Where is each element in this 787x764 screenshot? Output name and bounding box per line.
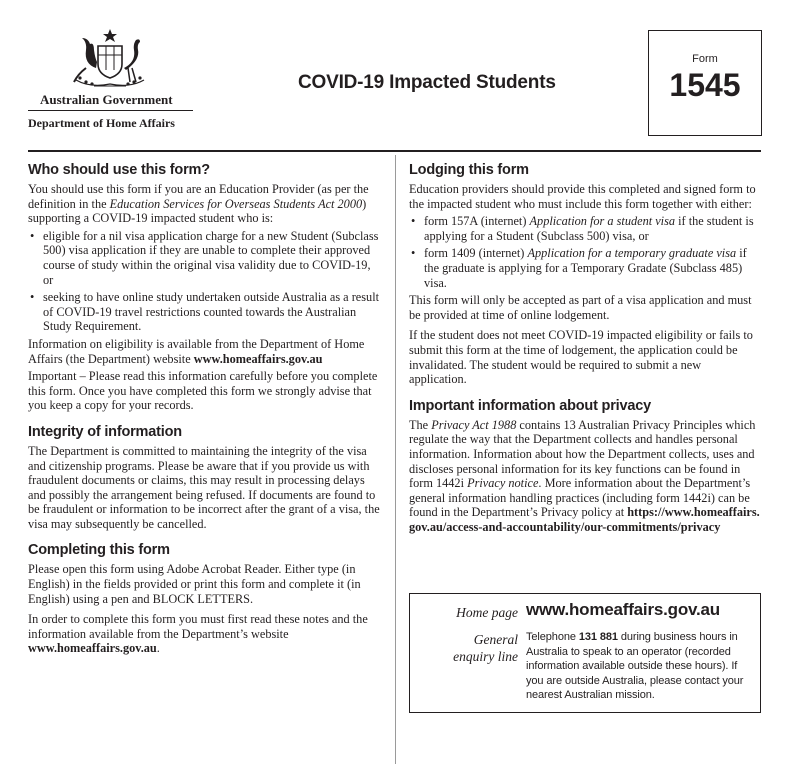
privacy-text-part: contains 13 Australian Privacy Principles which regulate the way that the Department collects and handles personal information. Information about how the Department collects, uses and discloses personal information for its key functions can be found in form 1442i (409, 417, 756, 491)
section-lodging (409, 162, 761, 387)
forms-list (409, 214, 761, 290)
list-item: • seeking to have online study undertaken outside Australia as a result of COVID-19 travel restrictions counted towards the Australian Study Requirement. (28, 290, 381, 334)
enquiry-label-line-1: General (473, 632, 518, 647)
privacy-text (409, 418, 761, 535)
website-link[interactable]: www.homeaffairs.gov.au (28, 641, 157, 656)
department-name: Department of Home Affairs (28, 116, 175, 130)
section-who-should-use (28, 162, 381, 413)
telephone-label: Telephone (526, 631, 579, 643)
completing-text: In order to complete this form you must first read these notes and the information available from the Department’s website (28, 612, 368, 641)
lodging-intro: Education providers should provide this completed and signed form to the impacted student who must include this form together with either: (409, 182, 756, 211)
completing-para-2 (28, 612, 381, 656)
eligibility-info (28, 337, 381, 366)
column-divider (395, 155, 396, 764)
privacy-policy-link[interactable]: https://www.homeaffairs.gov.au/access-and-accountability/our-commitments/privacy (409, 505, 760, 534)
form-title: COVID-19 Impacted Students (298, 72, 556, 93)
form-title-ref: Application for a student visa (529, 214, 676, 229)
section-heading: Who should use this form? (28, 162, 210, 178)
enquiry-label-line-2: enquiry line (453, 649, 518, 664)
intro-text: You should use this form if you are an Education Provider (as per the definition in the (28, 182, 369, 211)
header-divider (28, 150, 761, 152)
privacy-text-part: . More information about the Department’s general information handling practices (including form 1442i) can be found in the Department’s Privacy policy at (409, 476, 751, 520)
form-ref: form 1409 (internet) (424, 246, 528, 261)
enquiry-text: during business hours in Australia to speak to an operator (recorded information available outside these hours). If you are outside Australia, please contact your nearest Australian mission. (526, 631, 744, 702)
important-note: Important – Please read this information carefully before you complete this form. Once you have completed this form we strongly advise that you keep a copy for your records. (28, 369, 378, 413)
lodging-para-1: This form will only be accepted as part of a visa application and must be provided at time of online lodgement. (409, 293, 752, 322)
section-integrity (28, 424, 381, 532)
government-name: Australian Government (40, 92, 173, 107)
section-completing (28, 542, 381, 656)
period: . (156, 641, 160, 656)
notice-name: Privacy notice (467, 476, 539, 491)
section-heading: Completing this form (28, 542, 170, 559)
page-header (0, 0, 787, 150)
form-condition: if the graduate is applying for a Temporary Gradate (Subclass 485) visa. (424, 246, 747, 290)
government-logo (28, 28, 193, 130)
eligibility-list (28, 229, 381, 334)
section-heading: Important information about privacy (409, 397, 651, 414)
website-link[interactable]: www.homeaffairs.gov.au (193, 351, 323, 366)
form-title-ref: Application for a temporary graduate visa (527, 246, 737, 261)
list-item: • eligible for a nil visa application charge for a new Student (Subclass 500) visa application if they are unable to complete their approved course of study within the original visa validity due to COVID-19, or (28, 229, 381, 287)
right-column (409, 162, 761, 545)
form-number-box (648, 30, 762, 136)
form-ref: form 157A (internet) (424, 214, 530, 229)
section-heading: Lodging this form (409, 162, 529, 178)
home-page-label: Home page (456, 605, 518, 620)
integrity-text: The Department is committed to maintaining the integrity of the visa and citizenship programs. Please be aware that if you provide us with fraudulent documents or claims, this may result in processing delays and possibly the arrangement being refused. If documents are found to be fraudulent or information to be incorrect after the grant of a visa, the visa may subsequently be cancelled. (28, 443, 380, 531)
enquiry-details (526, 630, 751, 703)
lodging-para-2: If the student does not meet COVID-19 impacted eligibility or fails to submit this form at the time of lodgement, the application could be invalidated. The student would be required to submit a new application. (409, 328, 753, 387)
list-item (409, 246, 761, 290)
coat-of-arms-icon (70, 28, 150, 90)
list-item (409, 214, 761, 243)
enquiry-line-label (410, 631, 518, 665)
completing-para-1: Please open this form using Adobe Acrobat Reader. Either type (in English) in the fields provided or print this form and complete it (in English) using a pen and BLOCK LETTERS. (28, 562, 361, 606)
privacy-text-part: The (409, 417, 432, 432)
telephone-number[interactable]: 131 881 (578, 631, 618, 643)
form-label: Form (692, 53, 718, 65)
left-column (28, 162, 381, 667)
act-name: Education Services for Overseas Students Act 2000 (109, 196, 363, 211)
intro-text-end: ) supporting a COVID-19 impacted student who is: (28, 196, 367, 226)
form-number: 1545 (669, 67, 741, 103)
home-page-link[interactable]: www.homeaffairs.gov.au (526, 600, 720, 619)
who-intro (28, 182, 381, 226)
eligibility-text: Information on eligibility is available from the Department of Home Affairs (the Department) website (28, 336, 365, 366)
section-privacy (409, 398, 761, 535)
logo-divider (28, 110, 193, 111)
form-condition: if the student is applying for a Student (Subclass 500) visa, or (424, 214, 754, 243)
act-name: Privacy Act 1988 (431, 417, 517, 432)
section-heading: Integrity of information (28, 423, 182, 440)
contact-box (409, 593, 761, 713)
